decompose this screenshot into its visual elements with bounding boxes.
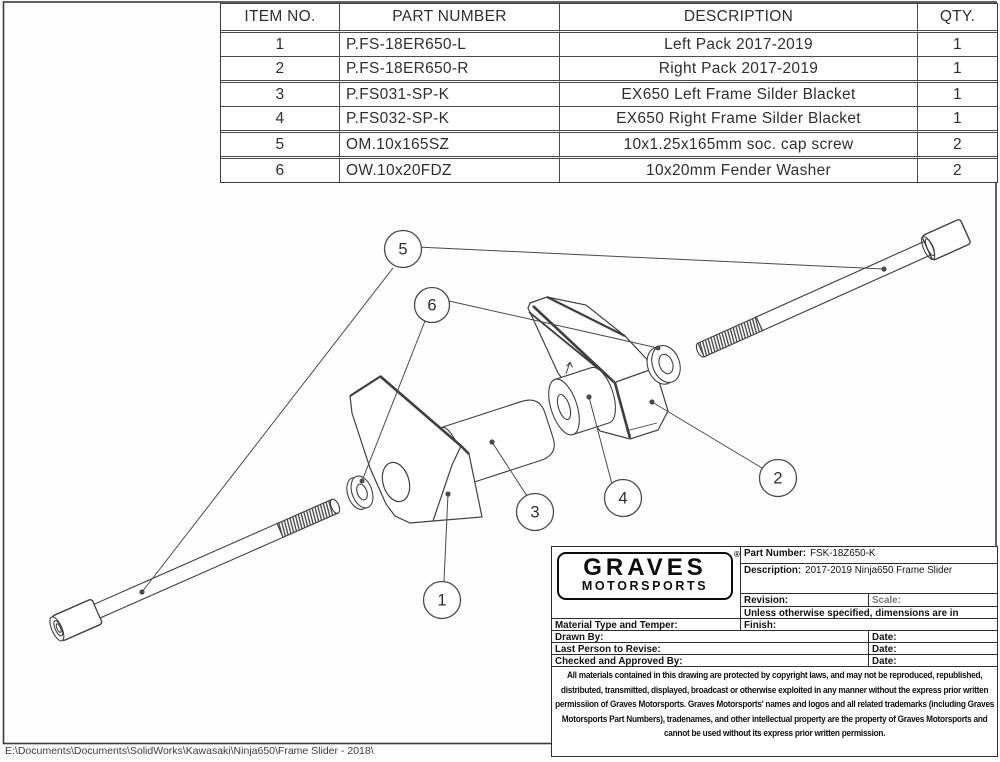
bom-cell-part: P.FS-18ER650-R bbox=[340, 57, 560, 83]
revision-cell bbox=[741, 594, 869, 607]
bom-cell-desc: 10x20mm Fender Washer bbox=[560, 159, 918, 182]
finish-label: Finish: bbox=[744, 620, 777, 631]
drawn-date-cell bbox=[869, 631, 997, 643]
cap-screw-upper bbox=[692, 219, 971, 364]
legal-notice-cell bbox=[552, 667, 997, 756]
drawn-by-cell bbox=[552, 631, 869, 643]
units-note-cell bbox=[741, 607, 997, 619]
bom-cell-qty: 2 bbox=[953, 161, 962, 179]
bom-cell-item: 3 bbox=[221, 83, 340, 107]
part-number-value: FSK-18Z650-K bbox=[810, 548, 876, 559]
bom-cell-item: 4 bbox=[221, 107, 340, 133]
checked-by-cell bbox=[552, 655, 869, 667]
logo-brand-line1: GRAVES bbox=[583, 554, 707, 581]
bom-cell-desc: Right Pack 2017-2019 bbox=[560, 57, 918, 83]
material-label: Material Type and Temper: bbox=[555, 620, 678, 631]
finish-cell bbox=[741, 619, 997, 631]
bom-header-part: PART NUMBER bbox=[340, 4, 560, 33]
bom-cell-qty: 1 bbox=[918, 83, 997, 107]
logo-brand-line2: MOTORSPORTS bbox=[581, 579, 709, 593]
bill-of-materials-table bbox=[220, 3, 998, 183]
bom-cell-item: 1 bbox=[221, 33, 340, 57]
revise-date-cell bbox=[869, 643, 997, 655]
bom-cell-item: 6 bbox=[221, 159, 340, 182]
registered-trademark-symbol: ® bbox=[734, 550, 740, 559]
date-label: Date: bbox=[872, 632, 897, 643]
description-label: Description: bbox=[744, 565, 802, 576]
title-block bbox=[551, 546, 998, 757]
balloon-6-label: 6 bbox=[427, 296, 437, 315]
balloon-2-label: 2 bbox=[773, 469, 783, 488]
scale-cell bbox=[869, 594, 997, 607]
checked-label: Checked and Approved By: bbox=[555, 656, 683, 667]
left-washer bbox=[343, 473, 377, 512]
description-row bbox=[741, 564, 997, 594]
date-label: Date: bbox=[872, 644, 897, 655]
bom-header-desc: DESCRIPTION bbox=[560, 4, 918, 33]
bom-cell-qty: 2 bbox=[918, 133, 997, 159]
material-cell bbox=[552, 619, 741, 631]
bom-cell-qty: 1 bbox=[918, 33, 997, 57]
drawn-by-label: Drawn By: bbox=[555, 632, 604, 643]
bom-cell-item: 2 bbox=[221, 57, 340, 83]
bom-cell-part: P.FS032-SP-K bbox=[340, 107, 560, 133]
bom-cell-part: OW.10x20FDZ bbox=[340, 159, 560, 182]
bom-cell-qty: 1 bbox=[918, 107, 997, 133]
bom-cell-part: P.FS-18ER650-L bbox=[340, 33, 560, 57]
date-label: Date: bbox=[872, 656, 897, 667]
bom-cell-part: P.FS031-SP-K bbox=[340, 83, 560, 107]
balloon-1-label: 1 bbox=[437, 591, 447, 610]
file-path: E:\Documents\Documents\SolidWorks\Kawasaki\Ninja650\Frame Slider - 2018\ bbox=[5, 745, 374, 757]
bom-header-item: ITEM NO. bbox=[221, 4, 340, 33]
part-number-label: Part Number: bbox=[744, 548, 807, 559]
scale-label: Scale: bbox=[872, 595, 901, 606]
description-value: 2017-2019 Ninja650 Frame Slider bbox=[805, 565, 953, 576]
last-revise-label: Last Person to Revise: bbox=[555, 644, 661, 655]
logo-cell bbox=[552, 547, 741, 619]
units-note: Unless otherwise specified, dimensions are in bbox=[744, 608, 959, 619]
bom-cell-desc: 10x1.25x165mm soc. cap screw bbox=[560, 133, 918, 159]
cap-screw-lower bbox=[47, 492, 344, 643]
checked-date-cell bbox=[869, 655, 997, 667]
bom-cell-qty: 1 bbox=[918, 57, 997, 83]
bom-cell-desc: EX650 Left Frame Silder Blacket bbox=[560, 83, 918, 107]
part-number-row bbox=[741, 547, 997, 564]
revision-label: Revision: bbox=[744, 595, 789, 606]
last-revise-cell bbox=[552, 643, 869, 655]
bom-header-qty: QTY. bbox=[918, 4, 997, 33]
legal-notice-text: All materials contained in this drawing are protected by copyright laws, and may not be reproduced, republished, distributed, transmitted, displayed, broadcast or otherwise exploited in any manner without the express prior written permissiion of Graves Motorsports. Graves Motorsports' names and logos and all related trademarks (including Graves Motorsports Part Numbers), tradenames, and other intellectual property are the property of Graves Motorsports and cannot be used without its express prior written permission. bbox=[555, 670, 995, 740]
bom-cell-desc: EX650 Right Frame Silder Blacket bbox=[560, 107, 918, 133]
balloon-4-label: 4 bbox=[618, 489, 628, 508]
balloon-5-label: 5 bbox=[398, 240, 408, 259]
balloon-3-label: 3 bbox=[530, 503, 540, 522]
graves-motorsports-logo bbox=[557, 552, 733, 600]
bom-cell-part: OM.10x165SZ bbox=[340, 133, 560, 159]
bom-cell-desc: Left Pack 2017-2019 bbox=[560, 33, 918, 57]
bom-cell-item: 5 bbox=[221, 133, 340, 159]
